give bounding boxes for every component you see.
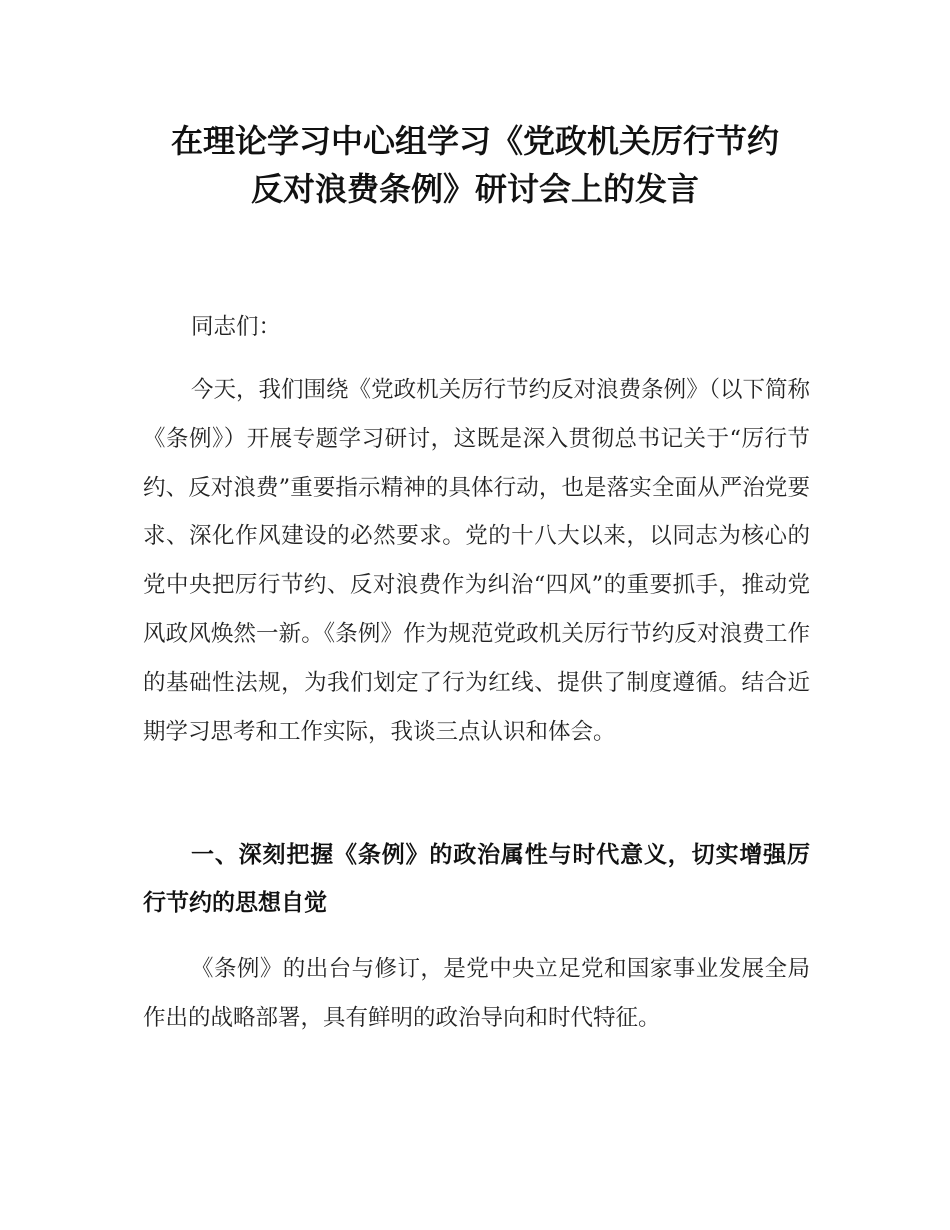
body-paragraph-1: 今天，我们围绕《党政机关厉行节约反对浪费条例》（以下简称《条例》）开展专题学习研讨，这既是深入贯彻总书记关于“厉行节约、反对浪费”重要指示精神的具体行动，也是落实全面从严治党要求、深化作风建设的必然要求。党的十八大以来，以同志为核心的党中央把厉行节约、反对浪费作为纠治“四风”的重要抓手，推动党风政风焕然一新。《条例》作为规范党政机关厉行节约反对浪费工作的基础性法规，为我们划定了行为红线、提供了制度遵循。结合近期学习思考和工作实际，我谈三点认识和体会。 [143, 377, 810, 745]
document-title-line-2: 反对浪费条例》研讨会上的发言 [250, 170, 699, 208]
section-heading-1: 一、深刻把握《条例》的政治属性与时代意义，切实增强厉行节约的思想自觉 [143, 842, 810, 916]
greeting: 同志们： [191, 314, 282, 340]
body-paragraph-2: 《条例》的出台与修订，是党中央立足党和国家事业发展全局作出的战略部署，具有鲜明的政治导向和时代特征。 [143, 956, 810, 1031]
document-title-line-1: 在理论学习中心组学习《党政机关厉行节约 [170, 122, 779, 160]
